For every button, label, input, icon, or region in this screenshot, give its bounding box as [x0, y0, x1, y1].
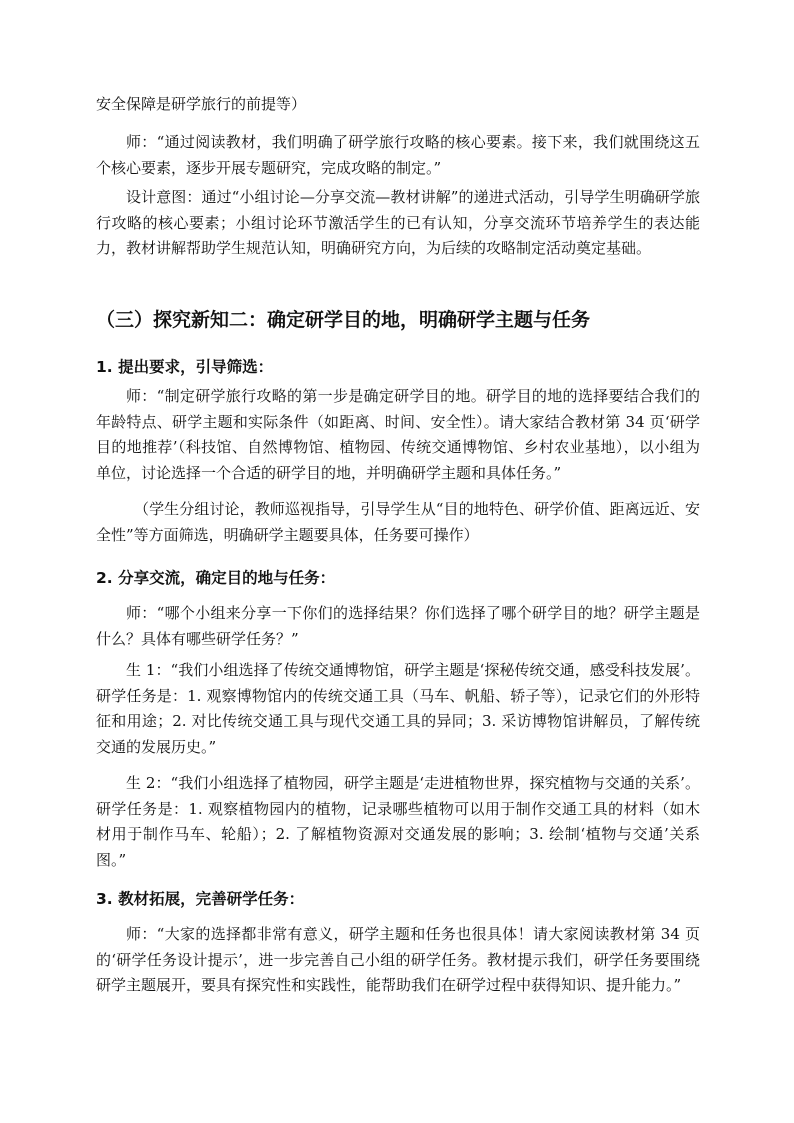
paragraph-step3-teacher: 师：“大家的选择都非常有意义，研学主题和任务也很具体！请大家阅读教材第 34 页的‘研学任务设计提示’，进一步完善自己小组的研学任务。教材提示我们，研学任务要围绕研学主题展开，要具有探究性和实践性，能帮助我们在研学过程中获得知识、提升能力。” [96, 925, 700, 994]
paragraph-step2-student1: 生 1：“我们小组选择了传统交通博物馆，研学主题是‘探秘传统交通，感受科技发展’。研学任务是：1. 观察博物馆内的传统交通工具（马车、帆船、轿子等），记录它们的外形特征和用途；2. 对比传统交通工具与现代交通工具的异同；3. 采访博物馆讲解员，了解传统交通的发展历史。” [96, 661, 700, 756]
paragraph-step2-teacher: 师：“哪个小组来分享一下你们的选择结果？你们选择了哪个研学目的地？研学主题是什么？具体有哪些研学任务？” [96, 604, 700, 648]
paragraph-step1-teacher: 师：“制定研学旅行攻略的第一步是确定研学目的地。研学目的地的选择要结合我们的年龄特点、研学主题和实际条件（如距离、时间、安全性）。请大家结合教材第 34 页‘研学目的地推荐’（科技馆、自然博物馆、植物园、传统交通博物馆、乡村农业基地），以小组为单位，讨论选择一个合适的研学目的地，并明确研学主题和具体任务。” [96, 387, 700, 482]
step1-title: 1. 提出要求，引导筛选： [96, 358, 274, 376]
paragraph-intro-tail: 安全保障是研学旅行的前提等） [96, 95, 307, 113]
section-title: （三）探究新知二：确定研学目的地，明确研学主题与任务 [96, 309, 591, 331]
paragraph-step1-note: （学生分组讨论，教师巡视指导，引导学生从“目的地特色、研学价值、距离远近、安全性”等方面筛选，明确研学主题要具体，任务要可操作） [96, 500, 700, 544]
paragraph-teacher-1: 师：“通过阅读教材，我们明确了研学旅行攻略的核心要素。接下来，我们就围绕这五个核心要素，逐步开展专题研究，完成攻略的制定。” [96, 133, 700, 177]
paragraph-step2-student2: 生 2：“我们小组选择了植物园，研学主题是‘走进植物世界，探究植物与交通的关系’。研学任务是：1. 观察植物园内的植物，记录哪些植物可以用于制作交通工具的材料（如木材用于制作马车、轮船）；2. 了解植物资源对交通发展的影响；3. 绘制‘植物与交通’关系图。” [96, 774, 700, 869]
paragraph-design-intent: 设计意图：通过“小组讨论—分享交流—教材讲解”的递进式活动，引导学生明确研学旅行攻略的核心要素；小组讨论环节激活学生的已有认知，分享交流环节培养学生的表达能力，教材讲解帮助学生规范认知，明确研究方向，为后续的攻略制定活动奠定基础。 [96, 188, 700, 257]
step2-title: 2. 分享交流，确定目的地与任务： [96, 569, 336, 587]
step3-title: 3. 教材拓展，完善研学任务： [96, 890, 305, 908]
